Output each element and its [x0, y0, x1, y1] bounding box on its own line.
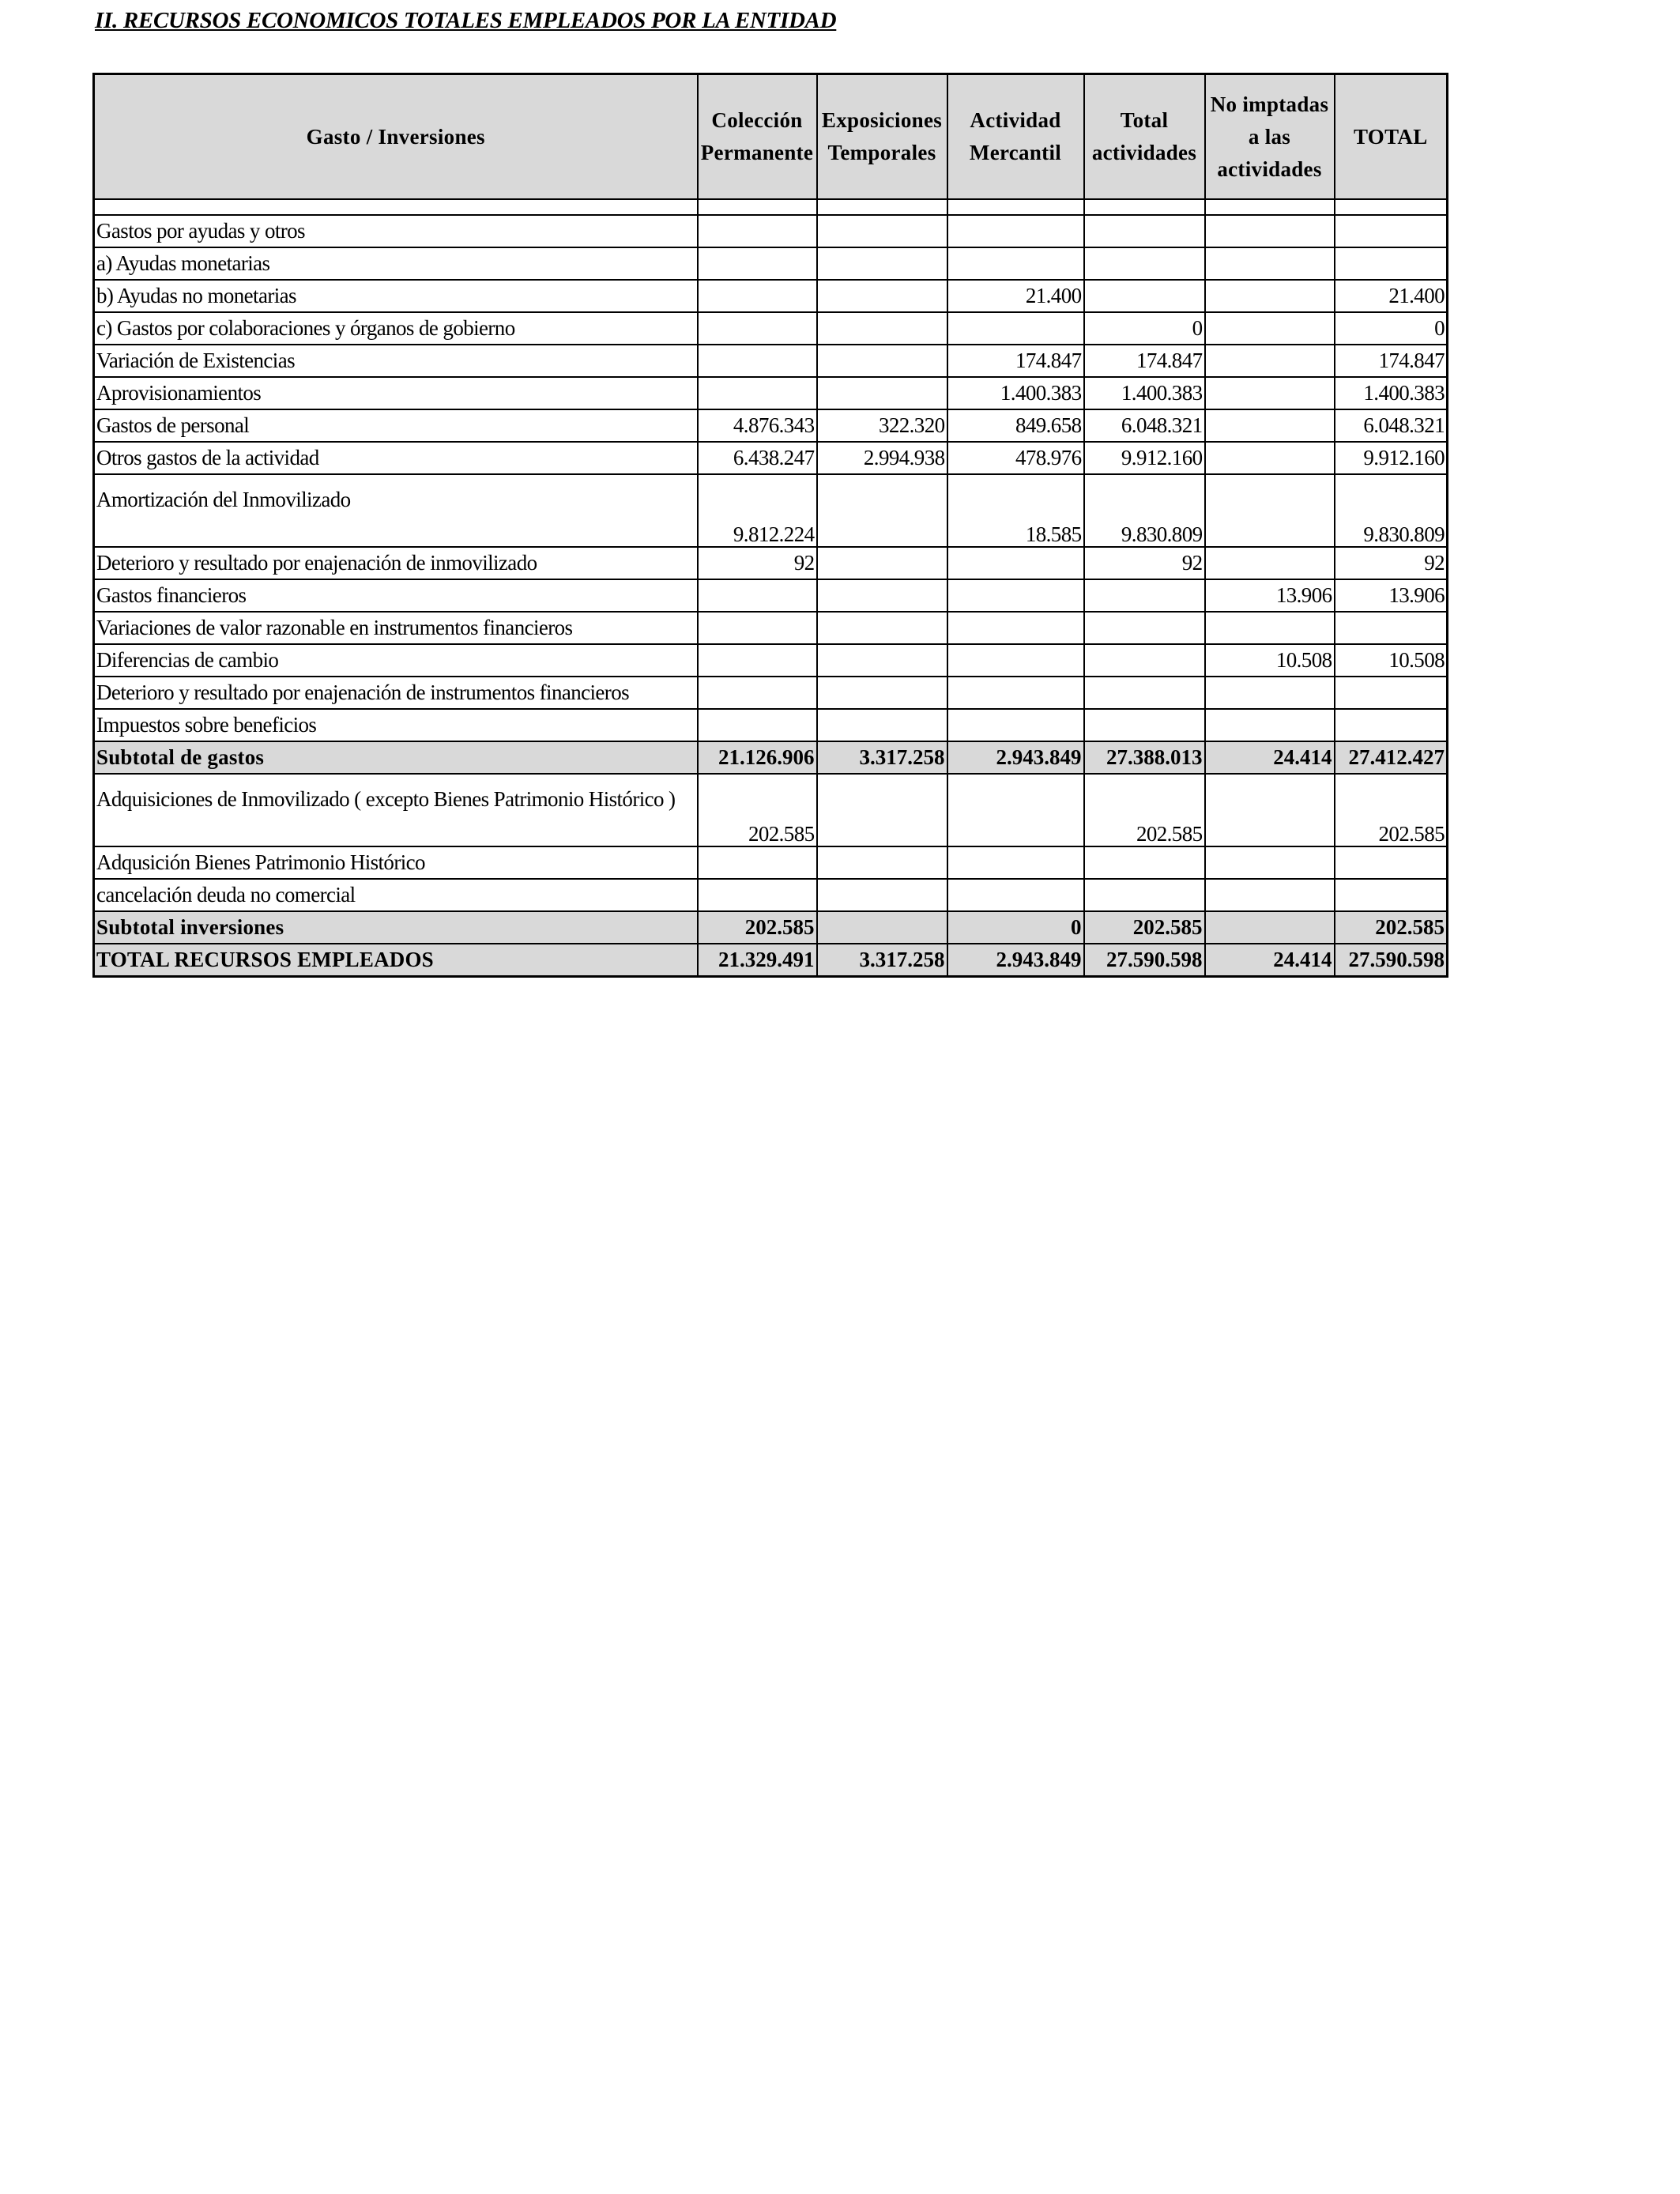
spacer-row — [94, 199, 1448, 215]
value-cell — [1335, 846, 1448, 879]
table-row — [94, 312, 1448, 345]
table-row — [94, 846, 1448, 879]
value-cell — [817, 547, 947, 579]
table-row — [94, 879, 1448, 911]
value-cell — [817, 911, 947, 944]
value-cell: 202.585 — [698, 774, 817, 846]
value-cell: 1.400.383 — [947, 377, 1084, 409]
table-body — [94, 215, 1448, 977]
value-cell — [947, 579, 1084, 612]
value-cell — [817, 280, 947, 312]
value-cell — [698, 312, 817, 345]
value-cell: 24.414 — [1205, 741, 1335, 774]
value-cell — [1205, 879, 1335, 911]
value-cell — [1205, 547, 1335, 579]
value-cell: 1.400.383 — [1335, 377, 1448, 409]
value-cell: 27.590.598 — [1084, 944, 1205, 977]
value-cell: 6.048.321 — [1335, 409, 1448, 442]
table-row — [94, 345, 1448, 377]
value-cell — [817, 612, 947, 644]
value-cell: 27.412.427 — [1335, 741, 1448, 774]
value-cell — [1205, 409, 1335, 442]
value-cell: 3.317.258 — [817, 741, 947, 774]
value-cell: 2.994.938 — [817, 442, 947, 474]
value-cell — [1205, 345, 1335, 377]
value-cell: 202.585 — [1084, 774, 1205, 846]
spacer-cell — [1335, 199, 1448, 215]
row-label: Variación de Existencias — [94, 345, 698, 377]
table-row — [94, 709, 1448, 741]
value-cell — [1084, 709, 1205, 741]
row-label: TOTAL RECURSOS EMPLEADOS — [94, 944, 698, 977]
table-row — [94, 677, 1448, 709]
row-label: Adquisiciones de Inmovilizado ( excepto Bienes Patrimonio Histórico ) — [94, 774, 698, 846]
value-cell — [698, 215, 817, 247]
value-cell — [698, 846, 817, 879]
subtotal-row — [94, 741, 1448, 774]
value-cell — [817, 846, 947, 879]
value-cell — [1084, 247, 1205, 280]
table-row — [94, 215, 1448, 247]
value-cell — [1335, 247, 1448, 280]
row-label: Aprovisionamientos — [94, 377, 698, 409]
value-cell — [698, 377, 817, 409]
table-row — [94, 644, 1448, 677]
value-cell: 13.906 — [1205, 579, 1335, 612]
value-cell — [947, 774, 1084, 846]
value-cell: 21.126.906 — [698, 741, 817, 774]
value-cell: 92 — [1335, 547, 1448, 579]
value-cell — [1084, 677, 1205, 709]
value-cell: 13.906 — [1335, 579, 1448, 612]
value-cell: 9.812.224 — [698, 474, 817, 547]
value-cell: 202.585 — [1084, 911, 1205, 944]
value-cell: 21.400 — [1335, 280, 1448, 312]
spacer-cell — [1084, 199, 1205, 215]
value-cell — [1335, 879, 1448, 911]
value-cell: 9.912.160 — [1335, 442, 1448, 474]
row-label: Adqusición Bienes Patrimonio Histórico — [94, 846, 698, 879]
spacer-cell — [94, 199, 698, 215]
value-cell — [817, 377, 947, 409]
value-cell — [947, 215, 1084, 247]
value-cell — [1205, 442, 1335, 474]
value-cell — [817, 579, 947, 612]
table-row — [94, 442, 1448, 474]
table-row — [94, 280, 1448, 312]
value-cell: 92 — [698, 547, 817, 579]
value-cell: 27.388.013 — [1084, 741, 1205, 774]
subtotal-row — [94, 911, 1448, 944]
value-cell: 2.943.849 — [947, 944, 1084, 977]
row-label: a) Ayudas monetarias — [94, 247, 698, 280]
value-cell: 10.508 — [1335, 644, 1448, 677]
header-total-actividades: Total actividades — [1084, 74, 1205, 200]
value-cell — [1084, 846, 1205, 879]
value-cell — [1205, 312, 1335, 345]
row-label: c) Gastos por colaboraciones y órganos de gobierno — [94, 312, 698, 345]
header-actividad-mercantil: Actividad Mercantil — [947, 74, 1084, 200]
value-cell — [1335, 709, 1448, 741]
value-cell — [817, 709, 947, 741]
value-cell — [1205, 677, 1335, 709]
value-cell: 4.876.343 — [698, 409, 817, 442]
value-cell — [1084, 644, 1205, 677]
header-row — [94, 74, 1448, 200]
spacer-cell — [698, 199, 817, 215]
value-cell — [947, 312, 1084, 345]
subtotal-row — [94, 944, 1448, 977]
value-cell — [817, 644, 947, 677]
row-label: Amortización del Inmovilizado — [94, 474, 698, 547]
value-cell — [698, 879, 817, 911]
value-cell: 322.320 — [817, 409, 947, 442]
spacer-cell — [1205, 199, 1335, 215]
value-cell — [1205, 911, 1335, 944]
row-label: Subtotal inversiones — [94, 911, 698, 944]
value-cell: 478.976 — [947, 442, 1084, 474]
value-cell: 9.830.809 — [1084, 474, 1205, 547]
value-cell — [1084, 579, 1205, 612]
value-cell — [698, 644, 817, 677]
value-cell — [1084, 879, 1205, 911]
value-cell — [817, 345, 947, 377]
value-cell — [947, 846, 1084, 879]
value-cell: 202.585 — [1335, 911, 1448, 944]
page-title: II. RECURSOS ECONOMICOS TOTALES EMPLEADOS POR LA ENTIDAD — [95, 8, 837, 33]
value-cell — [947, 644, 1084, 677]
row-label: Variaciones de valor razonable en instrumentos financieros — [94, 612, 698, 644]
value-cell: 9.830.809 — [1335, 474, 1448, 547]
value-cell — [1205, 280, 1335, 312]
table-row — [94, 579, 1448, 612]
value-cell — [1084, 280, 1205, 312]
row-label: Otros gastos de la actividad — [94, 442, 698, 474]
value-cell — [1335, 677, 1448, 709]
row-label: cancelación deuda no comercial — [94, 879, 698, 911]
header-total: TOTAL — [1335, 74, 1448, 200]
value-cell — [1335, 612, 1448, 644]
value-cell — [698, 345, 817, 377]
spacer-cell — [947, 199, 1084, 215]
value-cell — [947, 612, 1084, 644]
value-cell: 0 — [1335, 312, 1448, 345]
value-cell — [698, 612, 817, 644]
row-label: b) Ayudas no monetarias — [94, 280, 698, 312]
row-label: Gastos por ayudas y otros — [94, 215, 698, 247]
value-cell — [817, 879, 947, 911]
header-exposiciones-temporales: Exposiciones Temporales — [817, 74, 947, 200]
value-cell — [1205, 709, 1335, 741]
spacer-cell — [817, 199, 947, 215]
value-cell — [698, 280, 817, 312]
value-cell — [1205, 377, 1335, 409]
value-cell — [817, 215, 947, 247]
value-cell — [947, 677, 1084, 709]
row-label: Gastos de personal — [94, 409, 698, 442]
value-cell — [698, 709, 817, 741]
value-cell — [817, 247, 947, 280]
value-cell — [1205, 612, 1335, 644]
row-label: Deterioro y resultado por enajenación de inmovilizado — [94, 547, 698, 579]
value-cell: 21.329.491 — [698, 944, 817, 977]
row-label: Deterioro y resultado por enajenación de instrumentos financieros — [94, 677, 698, 709]
header-no-imputadas: No imptadas a las actividades — [1205, 74, 1335, 200]
value-cell: 1.400.383 — [1084, 377, 1205, 409]
value-cell: 6.438.247 — [698, 442, 817, 474]
value-cell: 92 — [1084, 547, 1205, 579]
value-cell: 174.847 — [947, 345, 1084, 377]
value-cell — [1205, 215, 1335, 247]
value-cell: 24.414 — [1205, 944, 1335, 977]
value-cell — [1084, 612, 1205, 644]
value-cell: 27.590.598 — [1335, 944, 1448, 977]
value-cell — [817, 312, 947, 345]
header-gasto-inversiones: Gasto / Inversiones — [94, 74, 698, 200]
value-cell — [1205, 846, 1335, 879]
value-cell — [1084, 215, 1205, 247]
value-cell: 202.585 — [1335, 774, 1448, 846]
table-row — [94, 247, 1448, 280]
table-row — [94, 474, 1448, 547]
value-cell — [698, 677, 817, 709]
value-cell — [1205, 247, 1335, 280]
resources-table — [92, 73, 1448, 978]
row-label: Impuestos sobre beneficios — [94, 709, 698, 741]
value-cell — [947, 879, 1084, 911]
value-cell — [1205, 774, 1335, 846]
value-cell: 2.943.849 — [947, 741, 1084, 774]
value-cell — [1205, 474, 1335, 547]
value-cell: 18.585 — [947, 474, 1084, 547]
row-label: Gastos financieros — [94, 579, 698, 612]
value-cell — [947, 709, 1084, 741]
value-cell: 202.585 — [698, 911, 817, 944]
value-cell: 0 — [947, 911, 1084, 944]
table-row — [94, 409, 1448, 442]
value-cell — [698, 247, 817, 280]
value-cell: 9.912.160 — [1084, 442, 1205, 474]
value-cell: 174.847 — [1335, 345, 1448, 377]
value-cell: 849.658 — [947, 409, 1084, 442]
table-row — [94, 612, 1448, 644]
value-cell — [817, 474, 947, 547]
value-cell: 10.508 — [1205, 644, 1335, 677]
value-cell — [947, 247, 1084, 280]
value-cell — [947, 547, 1084, 579]
value-cell — [698, 579, 817, 612]
value-cell — [817, 677, 947, 709]
value-cell: 3.317.258 — [817, 944, 947, 977]
value-cell: 6.048.321 — [1084, 409, 1205, 442]
value-cell: 21.400 — [947, 280, 1084, 312]
table-row — [94, 377, 1448, 409]
header-coleccion-permanente: Colección Permanente — [698, 74, 817, 200]
row-label: Diferencias de cambio — [94, 644, 698, 677]
value-cell — [817, 774, 947, 846]
row-label: Subtotal de gastos — [94, 741, 698, 774]
table-row — [94, 547, 1448, 579]
value-cell: 0 — [1084, 312, 1205, 345]
value-cell — [1335, 215, 1448, 247]
value-cell: 174.847 — [1084, 345, 1205, 377]
table-row — [94, 774, 1448, 846]
